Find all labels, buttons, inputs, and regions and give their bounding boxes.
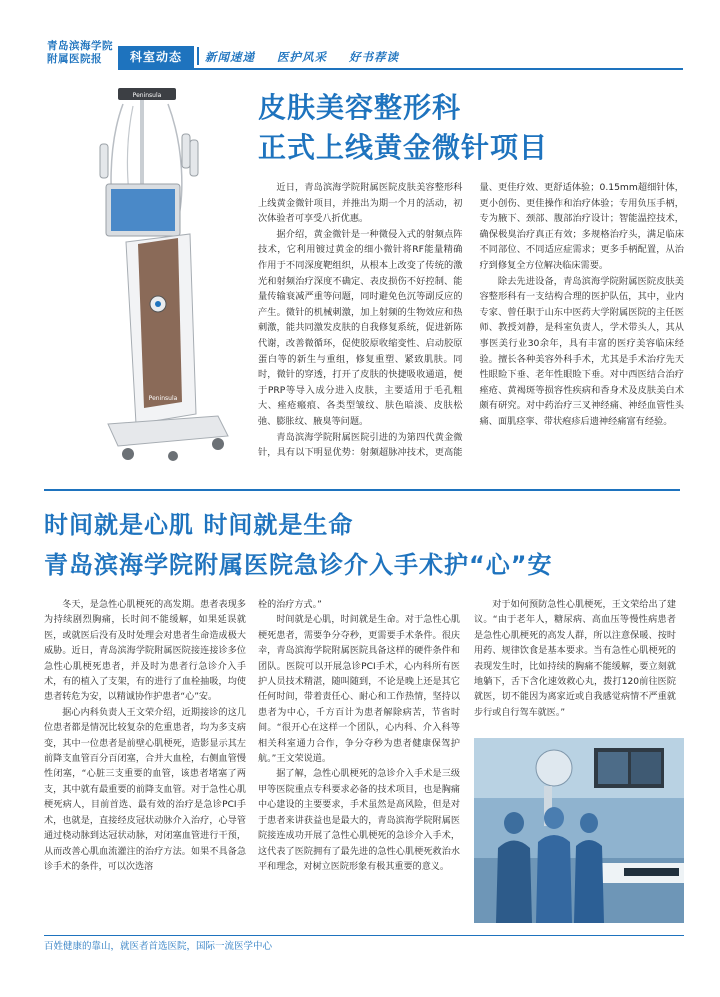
article1-title-line2: 正式上线黄金微针项目 bbox=[258, 131, 549, 164]
article2-column-2 bbox=[258, 598, 460, 928]
article1-paragraph: 除去先进设备，青岛滨海学院附属医院皮肤美容整形科有一支结构合理的医护队伍，其中，业内专家、曾任职于山东中医药大学附属医院的主任医师、教授刘静，是科室负责人，学术带头人，其从事医美行业30余年，具有丰富的医疗美容临床经验。擅长各种美容外科手术，尤其是手术治疗先天性眼睑下垂、老年性眼睑下垂。对中西医结合治疗痤疮、黄褐斑等损容性疾病和香身术及皮肤美白术颇有研究。对中药治疗三叉神经痛、神经血管性头痛、面肌痉挛、带状疱疹后遗神经痛富有经验。 bbox=[479, 275, 684, 427]
footer-rule bbox=[44, 935, 684, 936]
article2-title-line1: 时间就是心肌 时间就是生命 bbox=[44, 511, 354, 539]
header-column-tabs bbox=[205, 49, 399, 65]
article2-column-1 bbox=[44, 598, 246, 928]
article2-paragraph: 对于如何预防急性心肌梗死，王文荣给出了建议。“由于老年人，糖尿病、高血压等慢性病患者是急性心肌梗死的高发人群，所以注意保暖、按时用药、规律饮食是基本要求。当有急性心肌梗死的表现发生时，比如持续的胸痛不能缓解，要立刻就地躺下，舌下含化速效救心丸，拨打120前往医院就医，切不能因为离家近或自我感觉病情不严重就步行或自行驾车就医。” bbox=[474, 600, 676, 718]
article2-paragraph: 栓的治疗方式。” bbox=[258, 600, 322, 610]
header-tab-separator bbox=[197, 47, 199, 65]
article1-title-line1: 皮肤美容整形科 bbox=[258, 91, 462, 124]
page-header bbox=[0, 0, 720, 78]
header-tab-news: 新闻速递 bbox=[205, 50, 255, 64]
header-tab-staff: 医护风采 bbox=[277, 50, 327, 64]
article2-paragraph: 据心内科负责人王文荣介绍，近期接诊的这几位患者都是情况比较复杂的危重患者，均为多支病变，其中一位患者是前壁心肌梗死，造影显示其左前降支血管百分百闭塞，合并大血栓，右侧血管慢性闭塞，“心脏三支重要的血管，该患者堵塞了两支，其中就有最重要的前降支血管。对于急性心肌梗死病人，目前首选、最有效的治疗是急诊PCI手术，也就是，直接经皮冠状动脉介入治疗，心导管通过桡动脉到达冠状动脉，对闭塞血管进行干预，从而改善心肌血流灌注的治疗方法。如果不具备急诊手术的条件，可以次选溶 bbox=[44, 707, 246, 872]
article2-paragraph: 据了解，急性心肌梗死的急诊介入手术是三级甲等医院重点专科要求必备的技术项目，也是胸痛中心建设的主要要求，手术虽然是高风险，但是对于患者来讲获益也是最大的，青岛滨海学院附属医院接连成功开展了急性心肌梗死的急诊介入手术，这代表了医院拥有了最先进的急性心肌梗死救治水平和理念，对树立医院形象有极其重要的意义。 bbox=[258, 769, 460, 872]
device-body-label: Peninsula bbox=[148, 395, 178, 402]
section-tag: 科室动态 bbox=[118, 46, 194, 68]
article2-title-line2: 青岛滨海学院附属医院急诊介入手术护“心”安 bbox=[44, 551, 553, 579]
footer-slogan: 百姓健康的靠山，就医者首选医院，国际一流医学中心 bbox=[44, 941, 273, 952]
article2-column-3 bbox=[474, 598, 676, 728]
brand-line-1: 青岛滨海学院 bbox=[47, 40, 113, 52]
newspaper-brand bbox=[47, 40, 117, 66]
device-top-label: Peninsula bbox=[132, 92, 162, 99]
surgery-photo bbox=[474, 738, 684, 923]
article-divider bbox=[44, 489, 680, 491]
article1-body bbox=[258, 180, 684, 470]
article1-paragraph: 据介绍，黄金微针是一种微侵入式的射频点阵技术，它利用镀过黄金的细小微针将RF能量精确作用于不同深度靶组织，从根本上改变了传统的激光和射频治疗深度不确定、表皮损伤不好控制、能量传输衰减严重等问题，同时避免色沉等副反应的产生。微针的机械刺激，加上射频的生物效应和热刺激，能共同激发皮肤的自我修复系统，促进新陈代谢，改善微循环，促使胶原收缩变性、启动胶原蛋白等的新生与重组，修复重塑、紧致肌肤。同时，微针的穿透，打开了皮肤的快捷吸收通道，便于PRP等导入成分进入皮肤，主要适用于毛孔粗大、痤疮瘢痕、各类型皱纹、肤色暗淡、皮肤松弛、膨胀纹、腋臭等问题。 bbox=[258, 228, 463, 427]
article1-paragraph: 近日，青岛滨海学院附属医院皮肤美容整形科上线黄金微针项目，并推出为期一个月的活动，初次体验者可享受八折优惠。 bbox=[258, 182, 463, 225]
header-rule bbox=[118, 68, 683, 70]
microneedle-device-image bbox=[78, 84, 248, 469]
header-tab-books: 好书荐读 bbox=[349, 50, 399, 64]
article1-paragraph: 青岛滨海学院附属医院引进的为第四代黄金微针，具有以下明显优势：射频超脉冲技术，更高能量、更佳疗效、更舒适体验；0.15mm超细针体，更小创伤、更佳操作和治疗体验；专用负压手柄，专为腋下、颈部、腹部治疗设计；智能温控技术，确保极臭治疗真正有效；多规格治疗头，满足临床不同部位、不同适应症需求；更多手柄配置，从治疗到修复全方位解决临床需要。 bbox=[258, 182, 684, 459]
article2-paragraph: 时间就是心肌，时间就是生命。对于急性心肌梗死患者，需要争分夺秒，更需要手术条件。很庆幸，青岛滨海学院附属医院具备这样的硬件条件和团队。医院可以开展急诊PCI手术，心内科所有医护人员技术精湛，随叫随到，不论是晚上还是其它任何时间，带着责任心、耐心和工作热情，坚持以患者为中心，千方百计为患者解除病苦，节省时间。“很开心在这样一个团队，心内科、介入科等相关科室通力合作，争分夺秒为患者健康保驾护航。”王文荣说道。 bbox=[258, 615, 460, 765]
article2-paragraph: 冬天，是急性心肌梗死的高发期。患者表现多为持续剧烈胸痛，长时间不能缓解，如果延误就医，或就医后没有及时处理会对患者生命造成极大威胁。近日，青岛滨海学院附属医院接连接诊多位急性心肌梗死患者，并及时为患者行急诊介入手术，有的植入了支架，有的进行了血栓抽吸，均使患者转危为安，以精诚协作护患者“心”安。 bbox=[44, 600, 246, 703]
brand-line-2: 附属医院报 bbox=[47, 53, 102, 65]
article1-title bbox=[258, 88, 548, 168]
article2-title bbox=[44, 505, 553, 585]
